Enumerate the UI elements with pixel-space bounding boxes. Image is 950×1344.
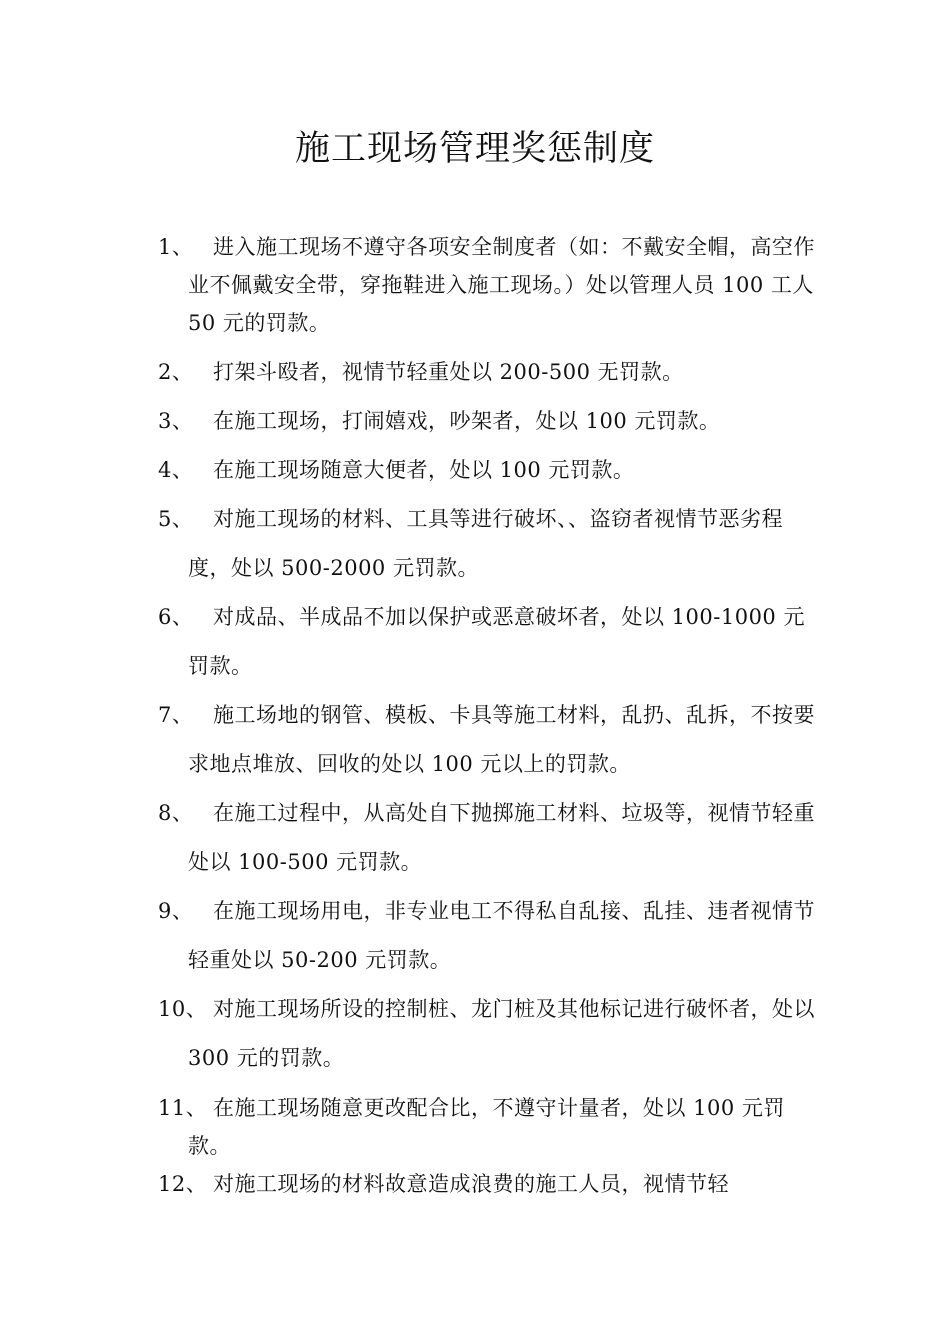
item-number: 7、 [158, 703, 194, 727]
item-number: 5、 [158, 507, 194, 531]
list-item [158, 985, 818, 1083]
item-text: 施工场地的钢管、模板、卡具等施工材料，乱扔、乱拆，不按要求地点堆放、回收的处以 100 元以上的罚款。 [188, 703, 815, 776]
item-text: 在施工现场随意更改配合比，不遵守计量者，处以 100 元罚款。 [188, 1096, 785, 1158]
list-item [158, 789, 818, 887]
item-text: 对成品、半成品不加以保护或恶意破坏者，处以 100-1000 元罚款。 [188, 605, 805, 678]
item-number: 8、 [158, 801, 194, 825]
item-text: 在施工现场随意大便者，处以 100 元罚款。 [213, 458, 635, 482]
list-item [158, 451, 818, 489]
list-item [158, 402, 818, 440]
list-item [158, 353, 818, 391]
item-number: 2、 [158, 360, 194, 384]
list-item [158, 887, 818, 985]
document-title: 施工现场管理奖惩制度 [294, 129, 655, 169]
item-number: 1、 [158, 235, 194, 259]
item-number: 12、 [158, 1172, 208, 1196]
item-text: 打架斗殴者，视情节轻重处以 200-500 无罚款。 [213, 360, 684, 384]
item-text: 对施工现场的材料、工具等进行破坏、、盗窃者视情节恶劣程度，处以 500-2000 元罚款。 [188, 507, 783, 580]
item-number: 3、 [158, 409, 194, 433]
list-item [158, 1089, 818, 1165]
item-number: 9、 [158, 899, 194, 923]
item-text: 对施工现场的材料故意造成浪费的施工人员，视情节轻 [213, 1172, 729, 1196]
item-text: 在施工现场，打闹嬉戏，吵架者，处以 100 元罚款。 [213, 409, 721, 433]
item-text: 对施工现场所设的控制桩、龙门桩及其他标记进行破怀者，处以 300 元的罚款。 [188, 997, 815, 1070]
item-number: 4、 [158, 458, 194, 482]
list-item [158, 1165, 818, 1203]
item-text: 进入施工现场不遵守各项安全制度者（如：不戴安全帽，高空作业不佩戴安全带，穿拖鞋进入施工现场。）处以管理人员 100 工人 50 元的罚款。 [188, 235, 815, 335]
item-number: 10、 [158, 997, 208, 1021]
item-text: 在施工现场用电，非专业电工不得私自乱接、乱挂、违者视情节轻重处以 50-200 元罚款。 [188, 899, 815, 972]
list-item [158, 593, 818, 691]
list-item [158, 691, 818, 789]
item-text: 在施工过程中，从高处自下抛掷施工材料、垃圾等，视情节轻重处以 100-500 元罚款。 [188, 801, 815, 874]
rules-list [158, 228, 818, 1203]
item-number: 6、 [158, 605, 194, 629]
list-item [158, 228, 818, 342]
list-item [158, 495, 818, 593]
item-number: 11、 [158, 1096, 208, 1120]
